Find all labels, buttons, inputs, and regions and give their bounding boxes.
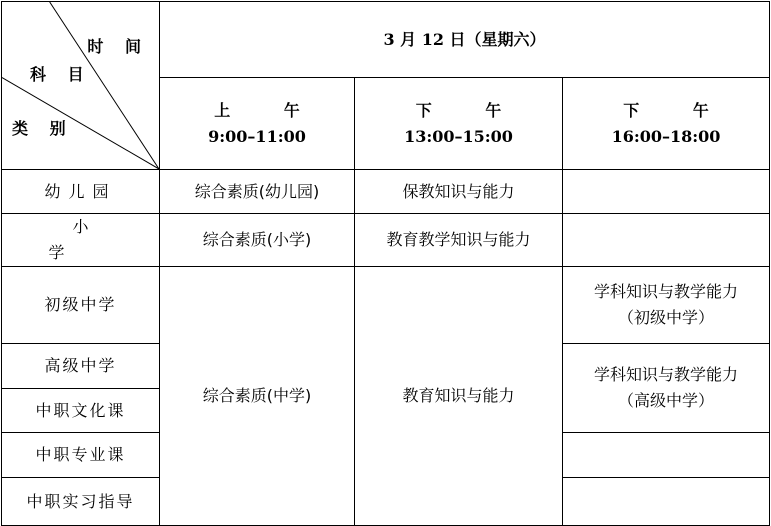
category-cell — [2, 214, 160, 267]
session-time: 13:00–15:00 — [404, 126, 513, 146]
empty-cell — [563, 433, 770, 478]
exam-name: 学科知识与教学能力 — [593, 282, 738, 301]
exam-cell: 综合素质(幼儿园) — [160, 170, 355, 214]
session-name: 上 午 — [214, 100, 324, 120]
exam-cell — [563, 267, 770, 344]
category-label: 类 别 — [12, 119, 74, 138]
date-header: 3 月 12 日（星期六） — [160, 2, 770, 78]
empty-cell — [563, 214, 770, 267]
category-cell: 幼儿园 — [2, 170, 160, 214]
category-cell: 中职文化课 — [2, 389, 160, 433]
exam-cell-merged: 综合素质(中学) — [160, 267, 355, 526]
exam-name: 学科知识与教学能力 — [593, 365, 738, 384]
exam-cell: 综合素质(小学) — [160, 214, 355, 267]
category-cell: 中职实习指导 — [2, 478, 160, 526]
exam-cell: 教育教学知识与能力 — [355, 214, 563, 267]
exam-cell — [563, 344, 770, 433]
diagonal-lines — [2, 2, 159, 169]
category-cell: 初级中学 — [2, 267, 160, 344]
corner-header-cell — [2, 2, 160, 170]
session-name: 下 午 — [623, 100, 733, 120]
time-label: 时 间 — [87, 37, 149, 56]
category-cell: 高级中学 — [2, 344, 160, 389]
session-header-afternoon-1 — [355, 78, 563, 170]
subject-label: 科 目 — [30, 65, 92, 84]
category-cell: 中职专业课 — [2, 433, 160, 478]
exam-level: （高级中学） — [617, 391, 714, 410]
exam-schedule-table — [1, 1, 770, 526]
session-time: 9:00–11:00 — [208, 126, 306, 146]
session-header-morning — [160, 78, 355, 170]
session-time: 16:00–18:00 — [611, 126, 721, 146]
exam-cell-merged: 教育知识与能力 — [355, 267, 563, 526]
empty-cell — [563, 170, 770, 214]
session-header-afternoon-2 — [563, 78, 770, 170]
session-name: 下 午 — [415, 100, 526, 120]
exam-level: （初级中学） — [617, 308, 714, 327]
exam-cell: 保教知识与能力 — [355, 170, 563, 214]
empty-cell — [563, 478, 770, 526]
category-label: 小 学 — [48, 217, 137, 262]
